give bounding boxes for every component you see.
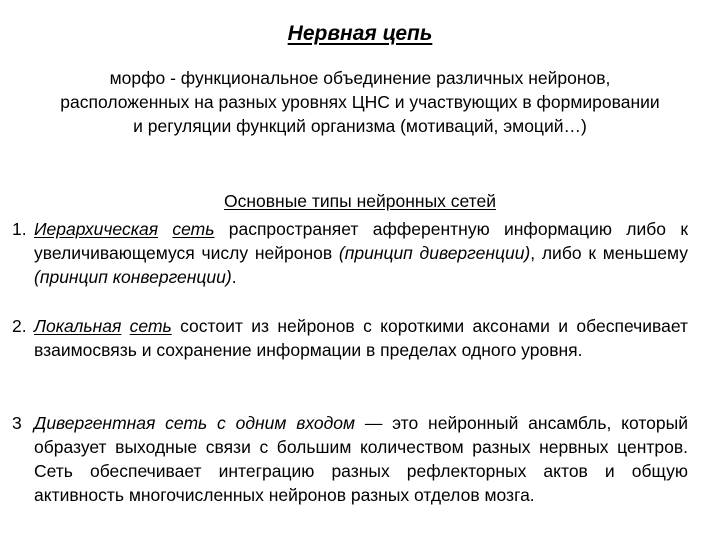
item-text: , либо к меньшему [530,243,688,263]
section-subheading: Основные типы нейронных сетей [224,191,496,211]
item-number: 3 [12,413,22,433]
term-divergent: Дивергентная сеть с одним входом [34,413,356,433]
note-convergence: (принцип конвергенции) [34,267,232,287]
item-body [34,314,688,362]
term-local: Локальная [34,316,122,336]
list-item-divergent [12,411,688,507]
slide-title: Нервная цепь [287,22,433,45]
term-network: сеть [129,316,172,336]
note-divergence: (принцип дивергенции) [338,243,531,263]
list-item-local [12,314,688,362]
item-number: 2. [12,316,27,336]
item-number: 1. [12,219,27,239]
item-body [34,411,688,507]
item-body [34,217,688,289]
term-network: сеть [172,219,215,239]
list-item-hierarchical [12,217,688,289]
item-text: распространяет афферентную информацию либо к увеличивающемуся числу нейронов [34,219,688,263]
item-text: — это нейронный ансамбль, который образует выходные связи с большим количеством разных нервных центров. Сеть обеспечивает интеграцию разных рефлекторных актов и общую активность многочисленных нейронов разных отделов мозга. [34,413,688,505]
item-text: . [231,267,237,287]
item-text: состоит из нейронов с короткими аксонами и обеспечивает взаимосвязь и сохранение информации в пределах одного уровня. [34,316,688,360]
term-hierarchical: Иерархическая [34,219,159,239]
definition-text: морфо - функциональное объединение различных нейронов, расположенных на разных уровнях ЦНС и участвующих в формировании и регуляции функций организма (мотиваций, эмоций…) [60,68,660,136]
